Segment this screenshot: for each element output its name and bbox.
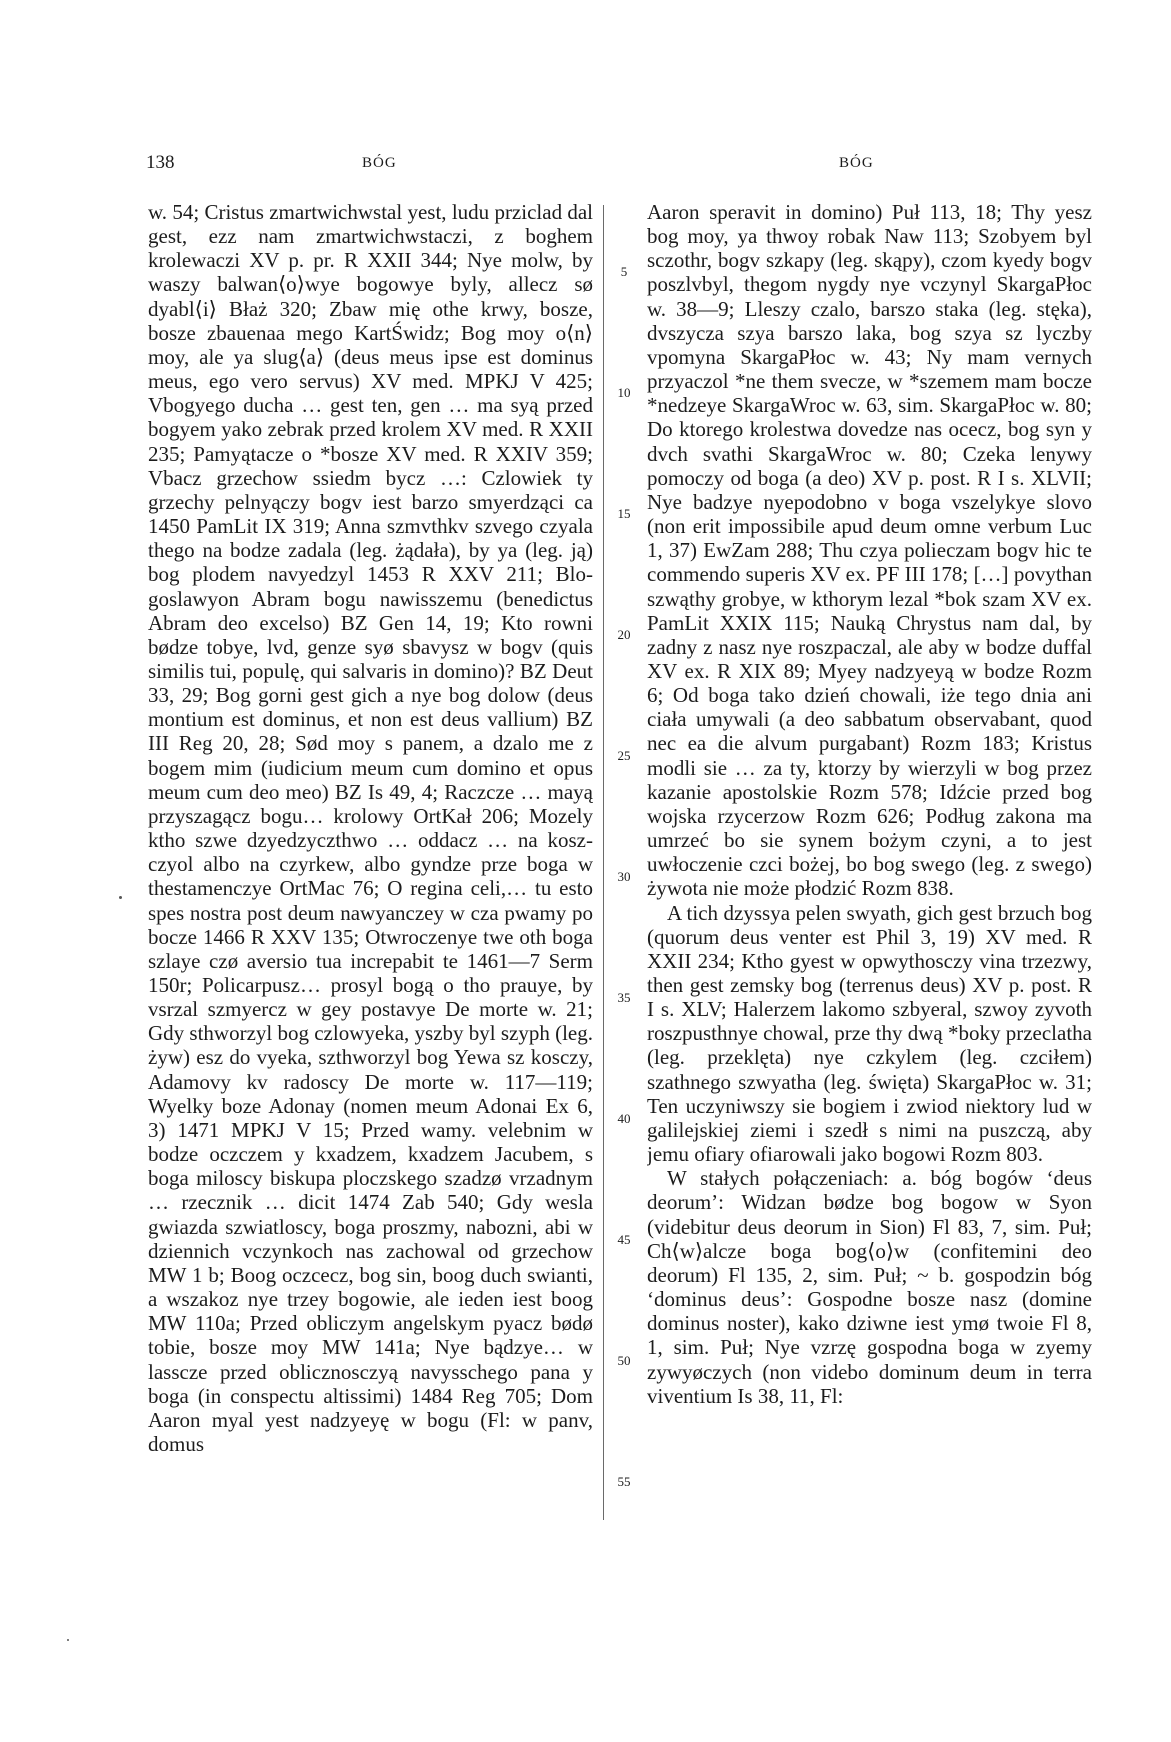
page-number: 138 (146, 152, 175, 173)
line-number-40: 40 (617, 1111, 631, 1126)
line-number-25: 25 (617, 748, 631, 763)
line-number-30: 30 (617, 869, 631, 884)
line-number-35: 35 (617, 990, 631, 1005)
running-head-right: BÓG (839, 155, 874, 171)
line-number-45: 45 (617, 1232, 631, 1247)
line-number-10: 10 (617, 385, 631, 400)
column-divider (603, 205, 604, 1520)
speck (119, 896, 122, 899)
line-number-55: 55 (617, 1474, 631, 1489)
right-column (647, 200, 1092, 1525)
line-number-20: 20 (617, 627, 631, 642)
right-column-paragraph-1: Aaron speravit in domino) Puł 113, 18; Thy yesz bog moy, ya thwoy robak Naw 113; Szobyem byl sczothr, bogv szkapy (leg. skąpy), czom kyedy bogv poszlvbyl, thegom nygdy nye vczynyl SkargaPłoc w. 38—9; Lleszy czalo, barszo staka (leg. stęka), dvszycza szya barszo laka, bog szya sz lyczby vpomyna SkargaPłoc w. 43; Ny mam vernych przyaczol *ne them svecze, w *szemem mam bocze *nedzeye SkargaWroc w. 63, sim. SkargaPłoc w. 80; Do ktorego krolestwa dovedze nas ocecz, bog syn y dvch svathi SkargaWroc w. 80; Czeka lenywy pomoczy od boga (a deo) XV p. post. R I s. XLVII; Nye badzye nyepodobno v boga vszelykye slovo (non erit impossibile apud deum omne verbum Luc 1, 37) EwZam 288; Thu czya polieczam bogv hic te commendo superis XV ex. PF III 178; […] povythan szwąthy grobye, w kthorym lezal *bok szam XV ex. PamLit XXIX 115; Nauką Chrystus nam dal, by zadny z nasz nye roszpaczal, ale aby w bodze duffal XV ex. R XIX 89; Myey nadzyeyą w bodze Rozm 6; Od boga tako dzień chowali, iże tego dnia ani ciała umywali (a deo sabbatum observabant, quod nec ea die alvum purgabant) Rozm 183; Kristus modli sie … za ty, ktorzy by wierzyli w bog przez kazanie apostolskie Rozm 578; Idźcie przed bog wojska rzycerzow Rozm 626; Podług zakona ma umrzeć bo sie synem bożym czyni, a to jest uwłoczenie czci bożej, bo bog swego (leg. z swego) żywota nie może płodzić Rozm 838. (647, 200, 1092, 901)
left-column-text: w. 54; Cristus zmartwichwstal yest, ludu prziclad dal gest, ezz nam zmartwichwstaczi, z boghem krolewaczi XV p. pr. R XXII 344; Nye molw, by waszy balwan⟨o⟩wye bogowye byly, allecz sø dyabl⟨i⟩ Błaż 320; Zbaw mię othe krwy, bosze, bosze zbauenaa mego KartŚwidz; Bog moy o⟨n⟩ moy, ale ya slug⟨a⟩ (deus meus ipse est dominus meus, ego vero servus) XV med. MPKJ V 425; Vbogyego ducha … gest ten, gen … ma syą przed bogyem yako zebrak przed krolem XV med. R XXII 235; Pamyątacze o *bosze XV med. R XXIV 359; Vbacz grzechow ssiedm bycz …: Czlowiek ty grzechy pelnyączy bogv iest barzo smyerdząci ca 1450 PamLit IX 319; Anna szmvthkv szvego czyala thego na bodze zadala (leg. żądała), by ya (leg. ją) bog plodem navyedzyl 1453 R XXV 211; Blogoslawyon Abram bogu nawisszemu (benedictus Abram deo excelso) BZ Gen 14, 19; Kto rowni bødze tobye, lvd, genze syø sbavysz w bogv (quis similis tui, populę, qui salvaris in domino)? BZ Deut 33, 29; Bog gorni gest gich a nye bog dolow (deus montium est dominus, et non est deus vallium) BZ III Reg 20, 28; Sød moy s panem, a dzalo me z bogem mim (iudicium meum cum domino et opus meum cum deo meo) BZ Is 49, 4; Raczcze … mayą przyszagącz bogu… krolowy OrtKał 206; Mozely ktho szwe dzyedzyczthwo … oddacz … na koszczyol albo na czyrkew, albo gyndze prze boga w thestamenczye OrtMac 76; O regina celi,… tu esto spes nostra post deum nawyanczey w cza pwamy po bocze 1466 R XXV 135; Otwroczenye twe oth boga szlaye czø aversio tua increpabit te 1461—7 Serm 150r; Policarpusz… prosyl bogą o tho prauye, by vsrzal szmyercz w gey postavye De morte w. 21; Gdy sthworzyl bog czlowyeka, yszby byl szyph (leg. żyw) esz do vyeka, szthworzyl bog Yewa sz kosczy, Adamovy kv radoscy De morte w. 117—119; Wyelky boze Adonay (nomen meum Adonai Ex 6, 3) 1471 MPKJ V 15; Przed wamy. velebnim w bodze oczczem y kxadzem, kxadzem Jacubem, s boga miloscy biskupa ploczskego szadzø vrzadnym … rzecznik … dicit 1474 Zab 540; Gdy wesla gwiazda szwiatloscy, boga proszmy, nabozni, abi w dziennich vczynkoch nas zachowal od grzechow MW 1 b; Boog oczcecz, bog sin, boog duch swianti, a wszakoz nye trzey bogowie, ale ieden iest boog MW 110a; Przed obliczym angelskym pyacz bødø tobie, bosze moy MW 141a; Nye bądzye… w lasscze przed oblicznosczyą navysschego pana y boga (in conspectu altissimi) 1484 Reg 705; Dom Aaron myal yest nadzyeyę w bogu (Fl: w panv, domus (148, 200, 593, 1456)
line-number-15: 15 (617, 506, 631, 521)
right-column-paragraph-2: A tich dzyssya pelen swyath, gich gest brzuch bog (quorum deus venter est Phil 3, 19) XV med. R XXII 234; Ktho gyest w opwythosczy vina trzezwy, then gest zemsky bog (terrenus deus) XV p. post. R I s. XLV; Halerzem lakomo szbyeral, szwoy zyvoth roszpusthnye chowal, prze thy dwą *boky przeclatha (leg. przeklęta) nye czkylem (leg. czciłem) szathnego szwyatha (leg. święta) SkargaPłoc w. 31; Ten uczyniwszy sie bogiem i zwiod niektory lud w galilejskiej ziemi i szedł s nimi na puszczą, aby jemu ofiary ofiarowali jako bogowi Rozm 803. (647, 900, 1092, 1167)
speck (67, 1639, 69, 1641)
line-number-50: 50 (617, 1353, 631, 1368)
line-number-5: 5 (620, 264, 628, 279)
right-column-paragraph-3: W stałych połączeniach: a. bóg bogów ‘deus deorum’: Widzan bødze bog bogow w Syon (videbitur deus deorum in Sion) Fl 83, 7, sim. Puł; Ch⟨w⟩alcze boga bog⟨o⟩w (confitemini deo deorum) Fl 135, 2, sim. Puł; ~ b. gospodzin bóg ‘dominus deus’: Gospodne bosze nasz (domine dominus noster), kako dziwne iest ymø twoie Fl 8, 1, sim. Puł; Nye vzrzę gospodna boga w zyemy zywyøczych (non videbo dominum deum in terra viventium Is 38, 11, Fl: (647, 1166, 1092, 1408)
running-head-left: BÓG (362, 155, 397, 171)
left-column (148, 200, 593, 1525)
